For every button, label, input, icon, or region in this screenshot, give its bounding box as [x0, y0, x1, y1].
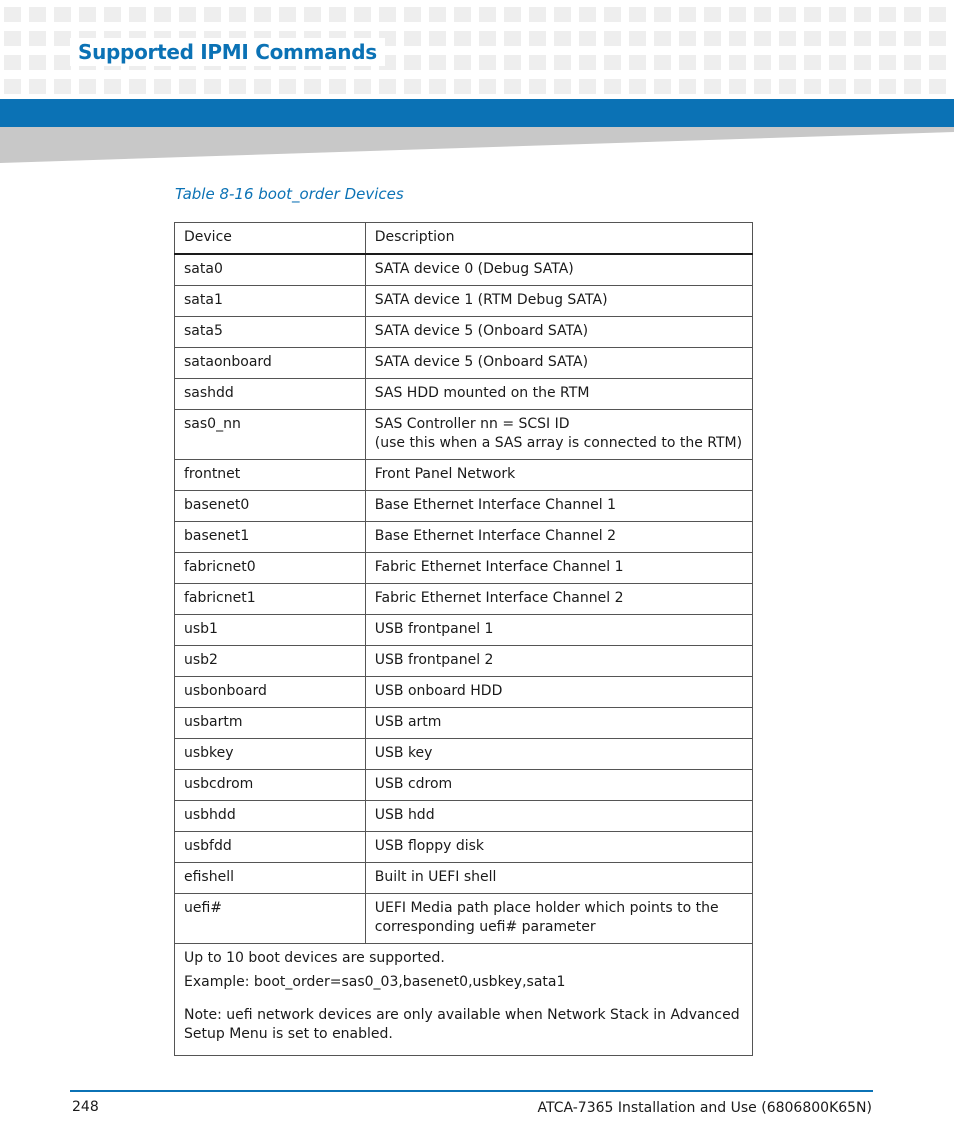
device-cell: sata1	[175, 286, 366, 317]
description-cell	[365, 410, 752, 460]
description-line: Fabric Ethernet Interface Channel 2	[374, 590, 624, 606]
device-cell: usbkey	[175, 739, 366, 770]
description-cell	[365, 832, 752, 863]
table-caption: Table 8-16 boot_order Devices	[175, 185, 404, 203]
device-cell: efishell	[175, 863, 366, 894]
table-row	[175, 317, 753, 348]
description-line: Base Ethernet Interface Channel 2	[374, 528, 617, 544]
description-line: USB key	[374, 745, 433, 761]
device-cell: frontnet	[175, 460, 366, 491]
description-cell	[365, 770, 752, 801]
description-line: Front Panel Network	[374, 466, 516, 482]
table-row	[175, 801, 753, 832]
table-row	[175, 460, 753, 491]
device-cell: usbonboard	[175, 677, 366, 708]
device-cell: uefi#	[175, 894, 366, 944]
device-cell: basenet1	[175, 522, 366, 553]
description-line: Built in UEFI shell	[374, 869, 497, 885]
table-row	[175, 770, 753, 801]
description-line: (use this when a SAS array is connected to the RTM)	[374, 435, 743, 451]
page-number: 248	[72, 1099, 99, 1115]
table-row	[175, 646, 753, 677]
description-line: SAS HDD mounted on the RTM	[374, 385, 590, 401]
device-cell: usbfdd	[175, 832, 366, 863]
boot-order-devices-table	[174, 222, 753, 1056]
table-row	[175, 584, 753, 615]
table-row	[175, 708, 753, 739]
description-line: SATA device 5 (Onboard SATA)	[374, 323, 589, 339]
device-cell: usbcdrom	[175, 770, 366, 801]
description-line: SATA device 1 (RTM Debug SATA)	[374, 292, 608, 308]
device-cell: usbhdd	[175, 801, 366, 832]
description-line: SATA device 5 (Onboard SATA)	[374, 354, 589, 370]
description-line: Base Ethernet Interface Channel 1	[374, 497, 617, 513]
header-grey-wedge	[0, 127, 954, 163]
document-title: ATCA-7365 Installation and Use (6806800K65N)	[537, 1100, 872, 1116]
table-row	[175, 348, 753, 379]
description-cell	[365, 708, 752, 739]
device-cell: usb1	[175, 615, 366, 646]
device-cell: fabricnet1	[175, 584, 366, 615]
description-cell	[365, 553, 752, 584]
description-line: UEFI Media path place holder which points to the	[374, 900, 719, 916]
description-line: USB frontpanel 2	[374, 652, 494, 668]
description-cell	[365, 739, 752, 770]
note-example: Example: boot_order=sas0_03,basenet0,usbkey,sata1	[184, 974, 566, 990]
device-cell: sataonboard	[175, 348, 366, 379]
table-notes-row	[175, 944, 753, 1056]
description-cell	[365, 801, 752, 832]
device-cell: usbartm	[175, 708, 366, 739]
table-row	[175, 677, 753, 708]
table-row	[175, 863, 753, 894]
description-cell	[365, 348, 752, 379]
device-cell: fabricnet0	[175, 553, 366, 584]
table-row	[175, 286, 753, 317]
description-line: USB floppy disk	[374, 838, 485, 854]
table-row	[175, 553, 753, 584]
description-line: Fabric Ethernet Interface Channel 1	[374, 559, 624, 575]
table-row	[175, 491, 753, 522]
description-cell	[365, 584, 752, 615]
column-header-device: Device	[175, 223, 366, 255]
table-row	[175, 832, 753, 863]
description-line: USB hdd	[374, 807, 435, 823]
description-cell	[365, 863, 752, 894]
table-row	[175, 522, 753, 553]
description-cell	[365, 254, 752, 286]
device-cell: sata5	[175, 317, 366, 348]
column-header-description: Description	[365, 223, 752, 255]
description-line: SATA device 0 (Debug SATA)	[374, 261, 574, 277]
description-cell	[365, 317, 752, 348]
description-line: USB artm	[374, 714, 442, 730]
description-cell	[365, 460, 752, 491]
device-cell: sashdd	[175, 379, 366, 410]
description-cell	[365, 491, 752, 522]
page-title: Supported IPMI Commands	[70, 38, 385, 66]
table-notes-cell	[175, 944, 753, 1056]
description-cell	[365, 522, 752, 553]
header-blue-band	[0, 99, 954, 127]
description-cell	[365, 286, 752, 317]
description-cell	[365, 894, 752, 944]
table-row	[175, 254, 753, 286]
description-cell	[365, 379, 752, 410]
description-cell	[365, 646, 752, 677]
description-line: USB frontpanel 1	[374, 621, 494, 637]
description-line: corresponding uefi# parameter	[374, 919, 596, 935]
description-line: USB onboard HDD	[374, 683, 503, 699]
device-cell: basenet0	[175, 491, 366, 522]
description-line: SAS Controller nn = SCSI ID	[374, 416, 570, 432]
device-cell: usb2	[175, 646, 366, 677]
table-row	[175, 739, 753, 770]
note-uefi-network: Note: uefi network devices are only available when Network Stack in Advanced Setup Menu is set to enabled.	[184, 1007, 740, 1042]
footer-rule	[70, 1090, 873, 1092]
table-row	[175, 379, 753, 410]
device-cell: sas0_nn	[175, 410, 366, 460]
note-max-devices: Up to 10 boot devices are supported.	[184, 950, 445, 966]
table-row	[175, 894, 753, 944]
table-row	[175, 410, 753, 460]
table-header-row	[175, 223, 753, 255]
device-cell: sata0	[175, 254, 366, 286]
description-cell	[365, 615, 752, 646]
description-cell	[365, 677, 752, 708]
table-row	[175, 615, 753, 646]
description-line: USB cdrom	[374, 776, 453, 792]
